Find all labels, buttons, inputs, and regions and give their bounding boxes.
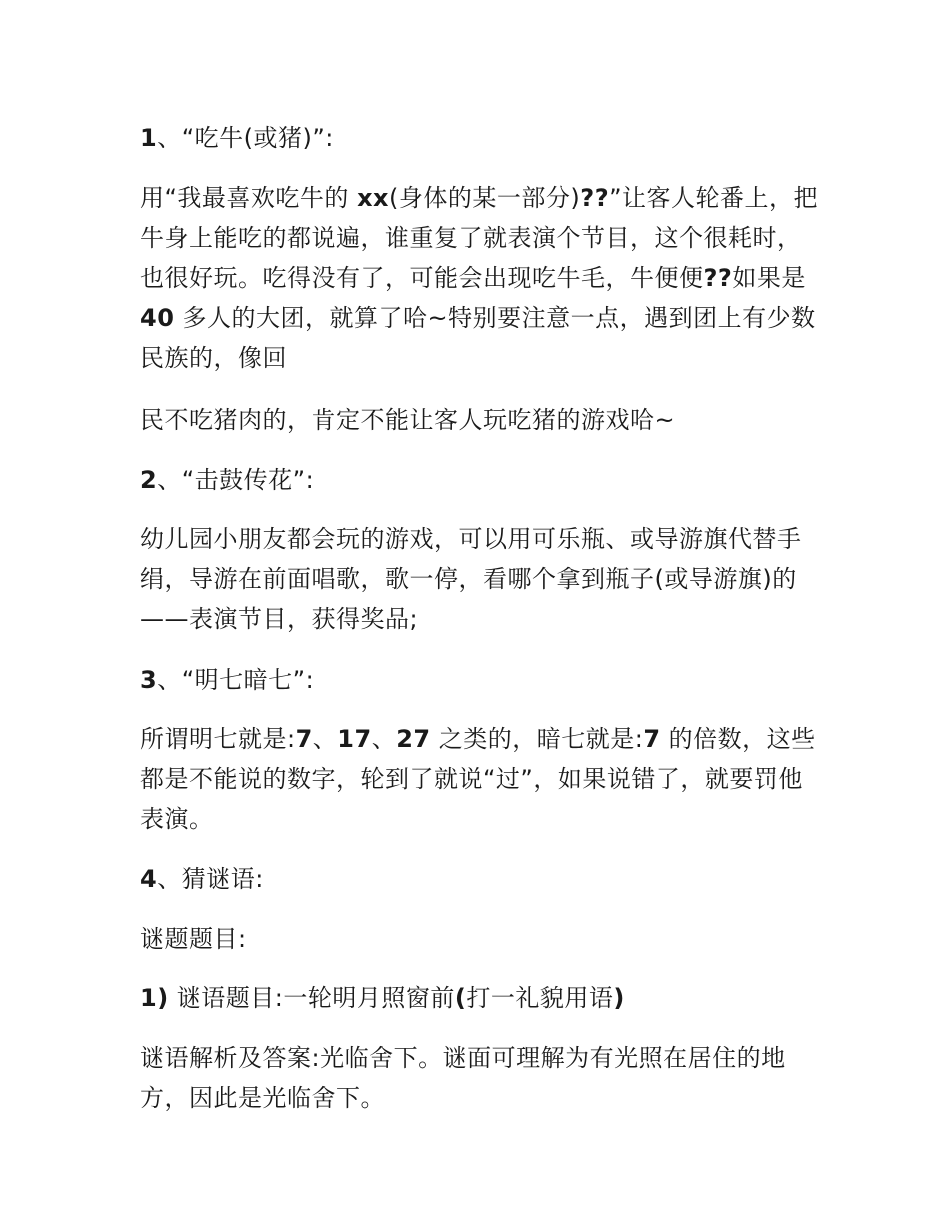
paragraph-game-1-rules xyxy=(140,178,820,378)
text-run: 之类的，暗七就是: xyxy=(430,725,644,753)
text-run: 打一礼貌用语 xyxy=(466,984,614,1012)
heading-game-4 xyxy=(140,859,820,899)
text-run: 如果是 xyxy=(732,264,806,292)
text-run-bold: 7 xyxy=(643,725,661,753)
text-run-bold: ) xyxy=(613,984,625,1012)
text-run: 的倍数，这些都是不能说的数字，轮到了就说“过”，如果说错了，就要罚他表演。 xyxy=(140,725,816,833)
subheading-riddle-topics xyxy=(140,919,820,959)
heading-text: 、猜谜语: xyxy=(157,865,264,893)
heading-game-3 xyxy=(140,660,820,700)
list-number: 1) xyxy=(140,984,169,1012)
text-run: 谜语解析及答案:光临舍下。谜面可理解为有光照在居住的地方，因此是光临舍下。 xyxy=(140,1044,786,1112)
heading-number: 1 xyxy=(140,124,158,152)
text-run-bold: ?? xyxy=(580,184,610,212)
riddle-1-question xyxy=(140,978,820,1018)
text-run-bold: ( xyxy=(454,984,467,1012)
text-run-bold: 17 xyxy=(337,725,372,753)
heading-number: 4 xyxy=(140,865,158,893)
text-run-bold: 7 xyxy=(295,725,313,753)
text-run: 多人的大团，就算了哈~特别要注意一点，遇到团上有少数民族的，像回 xyxy=(140,304,816,372)
text-run: 、 xyxy=(312,725,338,753)
heading-text: 、“明七暗七”: xyxy=(157,666,315,694)
text-run-bold: 40 xyxy=(140,304,175,332)
paragraph-game-3-rules xyxy=(140,719,820,839)
text-run: ”让客人轮番上，把牛身上能吃的都说遍，谁重复了就表演个节目，这个很耗时，也很好玩。吃得没有了，可能会出现吃牛毛，牛便便 xyxy=(140,184,819,292)
text-run: 幼儿园小朋友都会玩的游戏，可以用可乐瓶、或导游旗代替手绢，导游在前面唱歌，歌一停，看哪个拿到瓶子(或导游旗)的——表演节目，获得奖品; xyxy=(140,525,802,633)
text-run: 所谓明七就是: xyxy=(140,725,296,753)
text-run-bold: 27 xyxy=(396,725,431,753)
heading-number: 2 xyxy=(140,466,158,494)
heading-text: 、“吃牛(或猪)”: xyxy=(157,124,334,152)
text-run: 、 xyxy=(371,725,397,753)
heading-text: 、“击鼓传花”: xyxy=(157,466,315,494)
paragraph-game-2-rules xyxy=(140,519,820,639)
heading-number: 3 xyxy=(140,666,158,694)
text-run: 谜语题目:一轮明月照窗前 xyxy=(168,984,455,1012)
heading-game-1 xyxy=(140,118,820,158)
text-run: 谜题题目: xyxy=(140,925,247,953)
text-run: 民不吃猪肉的，肯定不能让客人玩吃猪的游戏哈~ xyxy=(140,406,676,434)
riddle-1-answer xyxy=(140,1038,820,1118)
text-run: 用“我最喜欢吃牛的 xyxy=(140,184,358,212)
paragraph-game-1-note xyxy=(140,400,820,440)
text-run-bold: xx xyxy=(357,184,390,212)
text-run-bold: ?? xyxy=(703,264,733,292)
text-run: (身体的某一部分) xyxy=(389,184,581,212)
heading-game-2 xyxy=(140,460,820,500)
